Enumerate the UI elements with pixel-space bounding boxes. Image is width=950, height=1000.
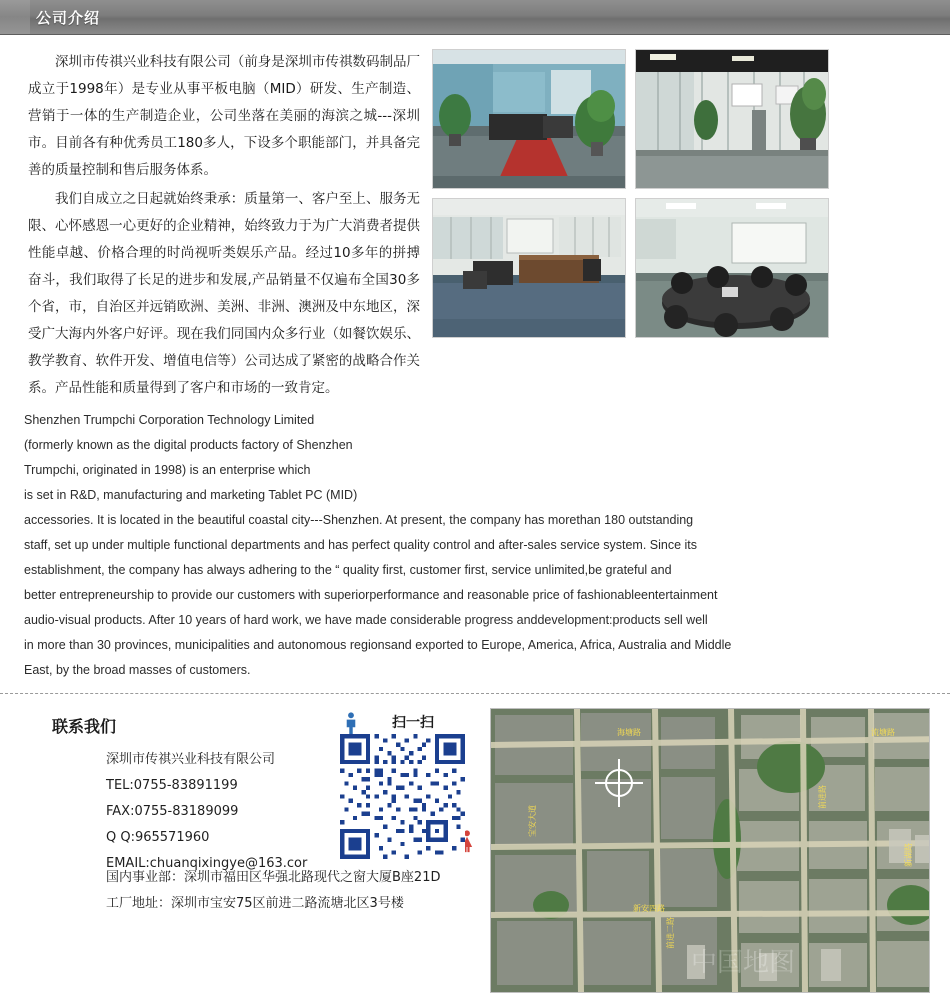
contact-line-group — [106, 747, 330, 877]
svg-text:新安四路: 新安四路 — [633, 904, 665, 913]
contact-details — [20, 708, 330, 877]
en-line-9: audio-visual products. After 10 years of hard work, we have made considerable progress anddevelopment:products sell well — [24, 613, 708, 627]
en-line-11: East, by the broad masses of customers. — [24, 663, 251, 677]
contact-title: 联系我们 — [52, 717, 117, 736]
en-line-7: establishment, the company has always adhering to the “ quality first, customer first, service unlimited,be grateful and — [24, 563, 672, 577]
english-intro-text — [20, 408, 930, 683]
en-line-10: in more than 30 provinces, municipalities and autonomous regionsand exported to Europe, America, Africa, Australia and Middle — [24, 638, 732, 652]
person-blue-icon — [345, 710, 357, 736]
svg-text:前进路: 前进路 — [818, 785, 827, 809]
intro-paragraph-1: 深圳市传祺兴业科技有限公司（前身是深圳市传祺数码制品厂成立于1998年）是专业从事平板电脑（MID）研发、生产制造、营销于一体的生产制造企业，公司坐落在美丽的海滨之城---深圳市。目前各有种优秀员工180多人，下设多个职能部门，并具备完善的质量控制和售后服务体系。 — [28, 54, 420, 178]
contact-address-block — [106, 865, 950, 917]
svg-text:海塘路: 海塘路 — [617, 728, 641, 737]
svg-text:流塘路: 流塘路 — [871, 728, 895, 737]
en-line-5: accessories. It is located in the beautiful coastal city---Shenzhen. At present, the company has morethan 180 outstanding — [24, 513, 694, 527]
en-line-1: Shenzhen Trumpchi Corporation Technology Limited — [24, 413, 315, 427]
chinese-intro-text — [20, 49, 420, 404]
svg-text:宝安大道: 宝安大道 — [528, 805, 537, 837]
photo-meeting-room — [635, 198, 829, 338]
en-line-6: staff, set up under multiple functional departments and has perfect quality control and after-sales service system. Since its — [24, 538, 698, 552]
company-intro-section — [0, 35, 950, 683]
photo-office-open-workspace — [432, 198, 626, 338]
contact-domestic-division: 国内事业部：深圳市福田区华强北路现代之窗大厦B座21D — [106, 870, 441, 885]
contact-company-name: 深圳市传祺兴业科技有限公司 — [106, 752, 276, 767]
qr-code-image[interactable] — [340, 734, 465, 859]
qr-code-area — [330, 708, 480, 731]
contact-email: EMAIL:chuanqixingye@163.cor — [106, 856, 308, 871]
page-header — [0, 0, 950, 35]
intro-paragraph-2: 我们自成立之日起就始终秉承：质量第一、客户至上、服务无限、心怀感恩一心更好的企业精神，始终致力于为广大消费者提供性能卓越、价格合理的时尚视听类娱乐产品。经过10多年的拼搏奋斗，我们取得了长足的进步和发展,产品销量不仅遍布全国30多个省，市，自治区并远销欧洲、美洲、非洲、澳洲及中东地区，深受广大海内外客户好评。现在我们同国内众多行业（如餐饮娱乐、教学教育、软件开发、增值电信等）公司达成了紧密的战略合作关系。产品性能和质量得到了客户和市场的一致肯定。 — [28, 191, 420, 396]
svg-text:中国地图: 中国地图 — [691, 948, 796, 978]
en-line-2: (formerly known as the digital products factory of Shenzhen — [24, 438, 353, 452]
intro-top-row — [20, 49, 930, 404]
photo-office-lobby-reception — [432, 49, 626, 189]
contact-qq: Q Q:965571960 — [106, 830, 210, 845]
en-line-4: is set in R&D, manufacturing and marketing Tablet PC (MID) — [24, 488, 358, 502]
en-line-3: Trumpchi, originated in 1998) is an enterprise which — [24, 463, 311, 477]
satellite-map[interactable] — [490, 708, 930, 993]
contact-section — [0, 694, 950, 993]
contact-fax: FAX:0755-83189099 — [106, 804, 239, 819]
svg-text:新湖路: 新湖路 — [904, 843, 913, 867]
contact-tel: TEL:0755-83891199 — [106, 778, 238, 793]
contact-factory-address: 工厂地址：深圳市宝安75区前进二路流塘北区3号楼 — [106, 896, 404, 911]
en-line-8: better entrepreneurship to provide our customers with superiorperformance and reasonable price of fashionableentertainment — [24, 588, 718, 602]
photo-office-corridor-glass — [635, 49, 829, 189]
svg-text:前进二路: 前进二路 — [666, 917, 675, 949]
page-title: 公司介绍 — [36, 9, 101, 27]
office-photo-grid — [432, 49, 829, 338]
scan-label: 扫一扫 — [392, 715, 434, 731]
header-accent-block — [0, 0, 30, 34]
